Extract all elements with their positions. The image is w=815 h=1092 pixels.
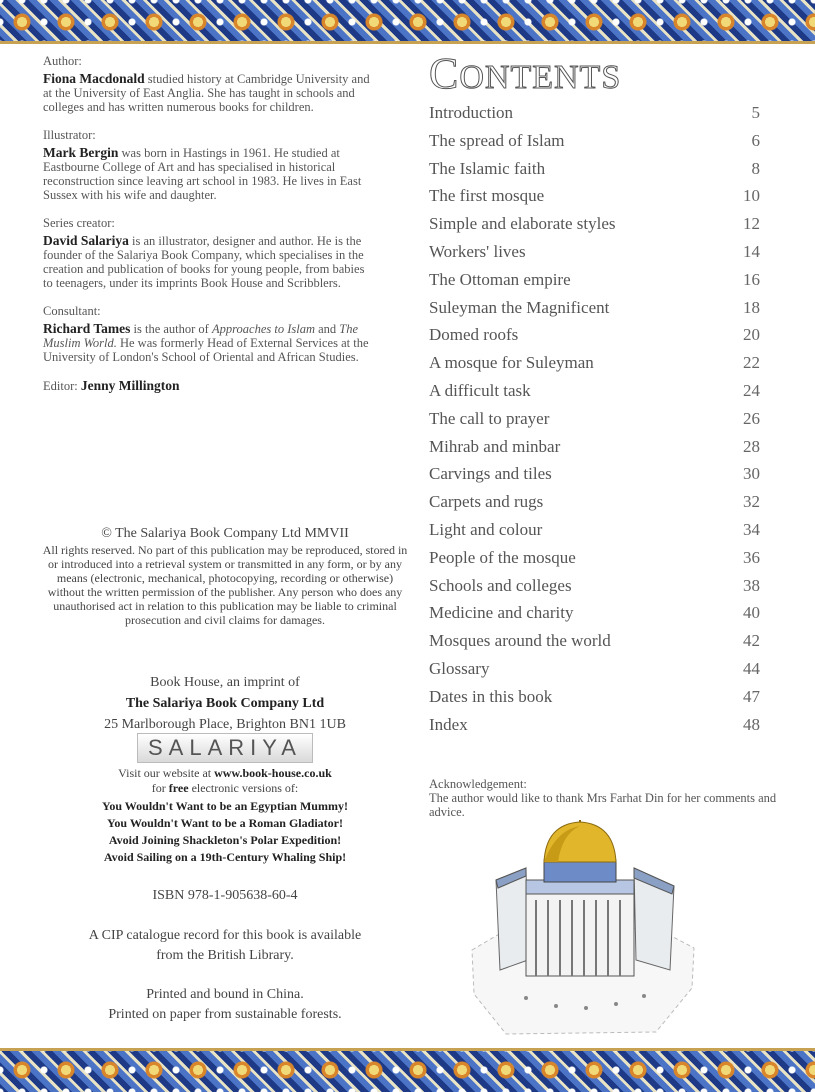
toc-entry-title: People of the mosque bbox=[429, 547, 576, 567]
toc-entry-page: 34 bbox=[743, 519, 760, 539]
dome-of-the-rock-drawing bbox=[472, 820, 694, 1034]
website-text: Visit our website at bbox=[118, 766, 215, 780]
toc-entry-title: Simple and elaborate styles bbox=[429, 214, 616, 234]
toc-entry[interactable] bbox=[429, 298, 760, 326]
toc-entry-title: Medicine and charity bbox=[429, 603, 574, 623]
toc-entry-title: Mihrab and minbar bbox=[429, 436, 561, 456]
toc-entry[interactable] bbox=[429, 325, 760, 353]
toc-entry-page: 47 bbox=[743, 686, 760, 706]
toc-entry-title: The spread of Islam bbox=[429, 130, 565, 150]
toc-entry[interactable] bbox=[429, 409, 760, 437]
salariya-logo bbox=[40, 733, 410, 763]
credit-name: Fiona Macdonald bbox=[43, 71, 145, 86]
acknowledgement-heading: Acknowledgement: bbox=[429, 777, 527, 791]
toc-entry[interactable] bbox=[429, 687, 760, 715]
toc-entry[interactable] bbox=[429, 186, 760, 214]
toc-entry-page: 20 bbox=[743, 325, 760, 345]
credit-bio bbox=[43, 234, 373, 290]
credit-role: Illustrator: bbox=[43, 128, 96, 142]
toc-entry-title: The Islamic faith bbox=[429, 158, 546, 178]
toc-entry-title: Mosques around the world bbox=[429, 631, 611, 651]
toc-entry[interactable] bbox=[429, 715, 760, 743]
credit-author bbox=[43, 54, 373, 114]
credit-bio bbox=[43, 72, 373, 114]
table-of-contents bbox=[429, 103, 760, 742]
toc-entry[interactable] bbox=[429, 353, 760, 381]
printed-line: Printed and bound in China. bbox=[146, 987, 304, 1002]
website-info bbox=[40, 766, 410, 796]
publisher-company: The Salariya Book Company Ltd bbox=[125, 696, 325, 711]
decorative-border-bottom bbox=[0, 1048, 815, 1092]
toc-entry[interactable] bbox=[429, 103, 760, 131]
contents-heading-rest: ONTENTS bbox=[459, 59, 622, 96]
rights-statement: All rights reserved. No part of this publication may be reproduced, stored in or introduced into a retrieval system or transmitted in any form, or by any means (electronic, mechanical, photocopying, recording or otherwise) without the written permission of the publisher. Any person who does any unauthorised act in relation to this publication may be liable to criminal prosecution and civil claims for damages. bbox=[42, 543, 408, 627]
publisher-imprint: Book House, an imprint of bbox=[150, 675, 300, 690]
website-line-2 bbox=[40, 781, 410, 796]
credit-illustrator bbox=[43, 128, 373, 202]
toc-entry-title: Glossary bbox=[429, 658, 490, 678]
credit-series-creator bbox=[43, 216, 373, 290]
toc-entry[interactable] bbox=[429, 437, 760, 465]
credit-text: is an illustrator, designer and author. He is the founder of the Salariya Book Company, which specialises in the creation and publication of books for young people, from babies to teenagers, under its imprints Book House and Scribblers. bbox=[43, 234, 365, 290]
toc-entry[interactable] bbox=[429, 131, 760, 159]
publisher-address: 25 Marlborough Place, Brighton BN1 1UB bbox=[104, 717, 346, 732]
copyright-notice bbox=[40, 527, 410, 627]
credit-role: Author: bbox=[43, 54, 82, 68]
free-word: free bbox=[168, 781, 189, 795]
toc-entry-title: Domed roofs bbox=[429, 325, 519, 345]
toc-entry-title: A difficult task bbox=[429, 380, 531, 400]
toc-entry-page: 26 bbox=[743, 408, 760, 428]
free-title: You Wouldn't Want to be an Egyptian Mummy! bbox=[102, 799, 348, 813]
toc-entry-title: The call to prayer bbox=[429, 408, 550, 428]
publisher-info bbox=[40, 672, 410, 735]
toc-entry[interactable] bbox=[429, 381, 760, 409]
toc-entry-title: Dates in this book bbox=[429, 686, 553, 706]
toc-entry-page: 12 bbox=[743, 214, 760, 234]
free-titles-list bbox=[40, 798, 410, 866]
acknowledgement-text: The author would like to thank Mrs Farhat Din for her comments and advice. bbox=[429, 791, 777, 819]
printing-info bbox=[40, 985, 410, 1025]
toc-entry[interactable] bbox=[429, 214, 760, 242]
toc-entry-title: A mosque for Suleyman bbox=[429, 353, 594, 373]
toc-entry-title: Suleyman the Magnificent bbox=[429, 297, 610, 317]
isbn: ISBN 978-1-905638-60-4 bbox=[152, 888, 298, 903]
credit-name: Richard Tames bbox=[43, 321, 131, 336]
toc-entry-page: 36 bbox=[743, 547, 760, 567]
toc-entry-page: 40 bbox=[743, 603, 760, 623]
book-title: The Muslim World. bbox=[43, 322, 359, 350]
book-title: Approaches to Islam bbox=[211, 322, 315, 336]
toc-entry[interactable] bbox=[429, 548, 760, 576]
copyright-line: © The Salariya Book Company Ltd MMVII bbox=[101, 526, 349, 541]
toc-entry-title: Workers' lives bbox=[429, 241, 526, 261]
acknowledgement bbox=[429, 777, 799, 819]
toc-entry-page: 30 bbox=[743, 464, 760, 484]
toc-entry-page: 44 bbox=[743, 658, 760, 678]
credit-text: He was formerly Head of External Services at the University of London's School of Oriental and African Studies. bbox=[43, 336, 369, 364]
cip-record bbox=[40, 926, 410, 966]
cip-line: from the British Library. bbox=[156, 948, 294, 963]
toc-entry[interactable] bbox=[429, 576, 760, 604]
cip-line: A CIP catalogue record for this book is available bbox=[88, 928, 362, 943]
credit-bio bbox=[43, 322, 373, 364]
credit-text: studied history at Cambridge University and at the University of East Anglia. She has taught in schools and colleges and has written numerous books for children. bbox=[43, 72, 370, 114]
toc-entry-title: Carpets and rugs bbox=[429, 492, 544, 512]
toc-entry-page: 16 bbox=[743, 269, 760, 289]
credit-bio bbox=[43, 146, 373, 202]
credits-column bbox=[43, 54, 373, 412]
toc-entry[interactable] bbox=[429, 492, 760, 520]
free-title: Avoid Sailing on a 19th-Century Whaling Ship! bbox=[103, 850, 347, 864]
toc-entry-page: 24 bbox=[743, 380, 760, 400]
decorative-border-top bbox=[0, 0, 815, 44]
toc-entry-title: Index bbox=[429, 714, 468, 734]
toc-entry[interactable] bbox=[429, 270, 760, 298]
contents-heading-initial: C bbox=[429, 49, 460, 98]
credit-text: and bbox=[314, 322, 340, 336]
toc-entry-page: 38 bbox=[743, 575, 760, 595]
free-title: You Wouldn't Want to be a Roman Gladiator! bbox=[107, 816, 343, 830]
website-line bbox=[40, 766, 410, 781]
toc-entry-page: 28 bbox=[743, 436, 760, 456]
toc-entry-page: 10 bbox=[743, 186, 760, 206]
toc-entry-page: 22 bbox=[743, 353, 760, 373]
editor-name: Jenny Millington bbox=[80, 378, 180, 393]
toc-entry-title: Carvings and tiles bbox=[429, 464, 552, 484]
toc-entry[interactable] bbox=[429, 520, 760, 548]
toc-entry-page: 5 bbox=[751, 103, 760, 122]
free-title: Avoid Joining Shackleton's Polar Expedition! bbox=[108, 833, 342, 847]
website-text: for bbox=[151, 781, 169, 795]
credit-name: Mark Bergin bbox=[43, 145, 119, 160]
toc-entry-page: 18 bbox=[743, 297, 760, 317]
toc-entry[interactable] bbox=[429, 659, 760, 687]
website-text: electronic versions of: bbox=[188, 781, 299, 795]
toc-entry-title: The Ottoman empire bbox=[429, 269, 571, 289]
toc-entry[interactable] bbox=[429, 159, 760, 187]
toc-entry-page: 32 bbox=[743, 492, 760, 512]
toc-entry-page: 42 bbox=[743, 631, 760, 651]
toc-entry-title: The first mosque bbox=[429, 186, 545, 206]
toc-entry[interactable] bbox=[429, 464, 760, 492]
credit-consultant bbox=[43, 304, 373, 364]
toc-entry-page: 48 bbox=[743, 714, 760, 734]
credit-role: Consultant: bbox=[43, 304, 101, 318]
toc-entry-page: 6 bbox=[751, 130, 760, 150]
toc-entry-page: 14 bbox=[743, 241, 760, 261]
toc-entry-title: Schools and colleges bbox=[429, 575, 572, 595]
toc-entry[interactable] bbox=[429, 603, 760, 631]
toc-entry-page: 8 bbox=[751, 158, 760, 178]
printed-line: Printed on paper from sustainable forests. bbox=[108, 1007, 342, 1022]
editor-credit bbox=[43, 378, 373, 394]
logo-text: SALARIYA bbox=[137, 733, 313, 763]
toc-entry[interactable] bbox=[429, 631, 760, 659]
toc-entry-title: Light and colour bbox=[429, 519, 543, 539]
contents-heading bbox=[429, 48, 621, 99]
editor-label: Editor: bbox=[43, 379, 81, 393]
toc-entry[interactable] bbox=[429, 242, 760, 270]
credit-role: Series creator: bbox=[43, 216, 115, 230]
credit-text: is the author of bbox=[130, 322, 212, 336]
toc-entry-title: Introduction bbox=[429, 103, 514, 122]
credit-name: David Salariya bbox=[43, 233, 129, 248]
website-link[interactable]: www.book-house.co.uk bbox=[214, 766, 332, 780]
credit-text: was born in Hastings in 1961. He studied at Eastbourne College of Art and has specialised in historical reconstruction since leaving art school in 1983. He lives in East Sussex with his wife and daughter. bbox=[43, 146, 362, 202]
mosque-illustration bbox=[466, 820, 698, 1038]
